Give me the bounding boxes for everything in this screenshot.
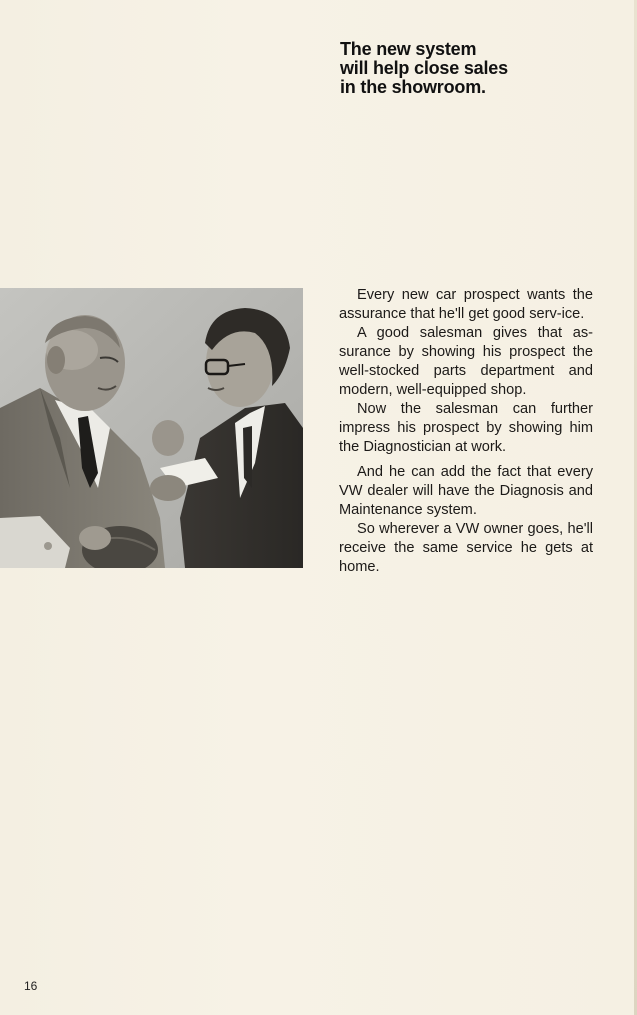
article-body: [339, 286, 593, 577]
page-number: 16: [24, 979, 38, 993]
body-paragraph: A good salesman gives that as-surance by showing his prospect the well-stocked parts department and modern, well-equipped shop.: [339, 325, 593, 398]
headline-line: The new system: [340, 39, 477, 59]
headline-line: in the showroom.: [340, 77, 486, 97]
body-paragraph: Now the salesman can further impress his prospect by showing him the Diagnostician at work.: [339, 401, 593, 455]
body-paragraph: So wherever a VW owner goes, he'll receive the same service he gets at home.: [339, 521, 593, 575]
headline: [340, 40, 580, 97]
two-men-talking-photo: [0, 288, 303, 568]
body-paragraph: And he can add the fact that every VW dealer will have the Diagnosis and Maintenance system.: [339, 464, 593, 518]
headline-line: will help close sales: [340, 58, 508, 78]
photo-illustration: [0, 288, 303, 568]
body-paragraph: Every new car prospect wants the assurance that he'll get good serv-ice.: [339, 287, 593, 322]
